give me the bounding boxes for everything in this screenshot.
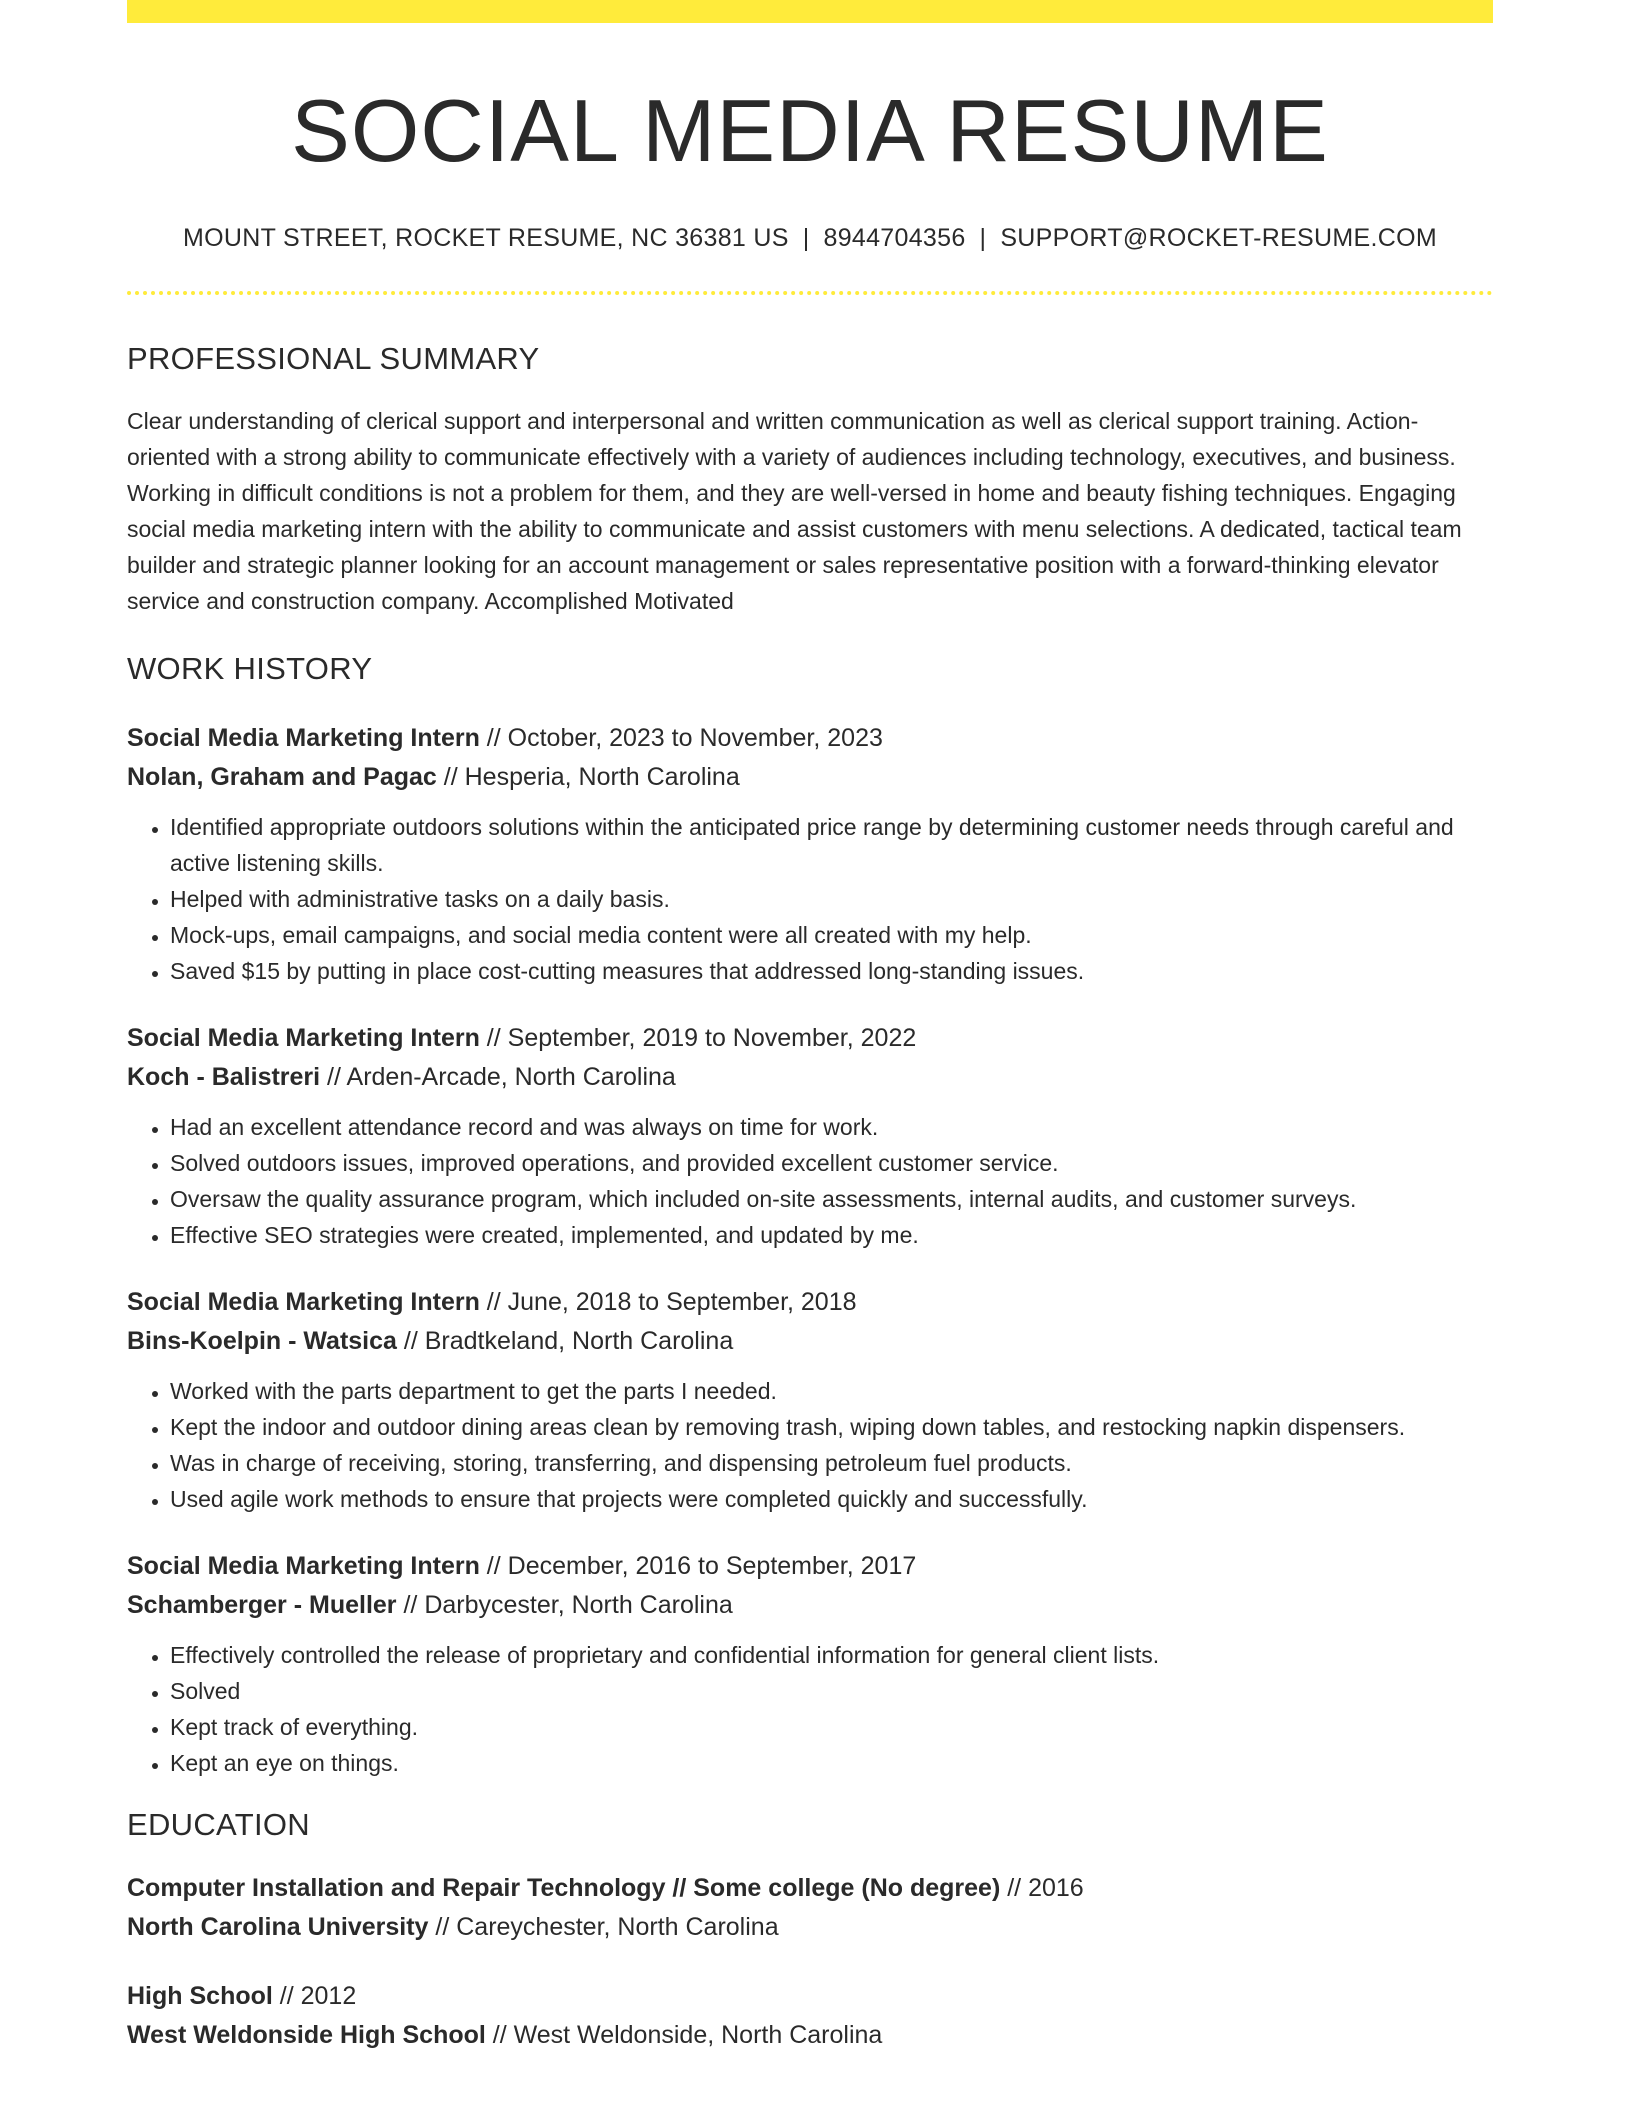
contact-phone: 8944704356 — [823, 223, 966, 252]
job-entry — [127, 1283, 1493, 1517]
job-title: Social Media Marketing Intern — [127, 723, 480, 752]
education-degree: High School — [127, 1981, 273, 2010]
job-bullets — [127, 809, 1493, 989]
job-title: Social Media Marketing Intern — [127, 1023, 480, 1052]
bullet-item: • Solved — [170, 1673, 1493, 1709]
education-location: // West Weldonside, North Carolina — [485, 2020, 883, 2049]
contact-separator: | — [802, 223, 810, 252]
job-company: Bins-Koelpin - Watsica — [127, 1326, 397, 1355]
job-company-line — [127, 758, 1493, 797]
job-location: // Darbycester, North Carolina — [396, 1590, 733, 1619]
education-year: // 2016 — [1000, 1873, 1084, 1902]
bullet-item: • Was in charge of receiving, storing, transferring, and dispensing petroleum fuel products. — [170, 1445, 1493, 1481]
bullet-item: • Kept an eye on things. — [170, 1745, 1493, 1781]
job-title: Social Media Marketing Intern — [127, 1551, 480, 1580]
education-degree: Computer Installation and Repair Technology // Some college (No degree) — [127, 1873, 1001, 1902]
job-bullets — [127, 1373, 1493, 1517]
bullet-item: • Worked with the parts department to get the parts I needed. — [170, 1373, 1493, 1409]
work-history-heading: WORK HISTORY — [127, 650, 373, 686]
job-company-line — [127, 1586, 1493, 1625]
education-school-line — [127, 1908, 1493, 1947]
education-heading: EDUCATION — [127, 1806, 310, 1842]
job-company: Schamberger - Mueller — [127, 1590, 397, 1619]
contact-email: SUPPORT@ROCKET-RESUME.COM — [1000, 223, 1437, 252]
education-degree-line — [127, 1869, 1493, 1908]
job-company-line — [127, 1322, 1493, 1361]
summary-heading: PROFESSIONAL SUMMARY — [127, 340, 540, 376]
bullet-item: • Used agile work methods to ensure that projects were completed quickly and successfully. — [170, 1481, 1493, 1517]
job-title-line — [127, 719, 1493, 758]
education-year: // 2012 — [272, 1981, 357, 2010]
job-bullets — [127, 1109, 1493, 1253]
education-entry — [127, 1977, 1493, 2055]
job-dates: // June, 2018 to September, 2018 — [479, 1287, 857, 1316]
job-company-line — [127, 1058, 1493, 1097]
bullet-item: • Kept track of everything. — [170, 1709, 1493, 1745]
job-location: // Arden-Arcade, North Carolina — [320, 1062, 676, 1091]
bullet-item: • Saved $15 by putting in place cost-cutting measures that addressed long-standing issues. — [170, 953, 1493, 989]
contact-separator: | — [979, 223, 987, 252]
bullet-item: • Helped with administrative tasks on a daily basis. — [170, 881, 1493, 917]
bullet-item: • Identified appropriate outdoors solutions within the anticipated price range by determining customer needs through careful and active listening skills. — [170, 809, 1493, 881]
job-title-line — [127, 1283, 1493, 1322]
bullet-item: • Oversaw the quality assurance program, which included on-site assessments, internal audits, and customer surveys. — [170, 1181, 1493, 1217]
job-bullets — [127, 1637, 1493, 1781]
bullet-item: • Kept the indoor and outdoor dining areas clean by removing trash, wiping down tables, and restocking napkin dispensers. — [170, 1409, 1493, 1445]
job-company: Koch - Balistreri — [127, 1062, 321, 1091]
contact-line — [127, 224, 1493, 253]
bullet-item: • Effective SEO strategies were created, implemented, and updated by me. — [170, 1217, 1493, 1253]
job-entry — [127, 719, 1493, 989]
bullet-item: • Had an excellent attendance record and was always on time for work. — [170, 1109, 1493, 1145]
job-dates: // September, 2019 to November, 2022 — [479, 1023, 917, 1052]
top-accent-bar — [127, 0, 1493, 23]
job-title: Social Media Marketing Intern — [127, 1287, 480, 1316]
resume-page — [127, 0, 1493, 2055]
job-dates: // October, 2023 to November, 2023 — [479, 723, 883, 752]
job-dates: // December, 2016 to September, 2017 — [479, 1551, 917, 1580]
bullet-item: • Solved outdoors issues, improved operations, and provided excellent customer service. — [170, 1145, 1493, 1181]
education-entry — [127, 1869, 1493, 1947]
job-title-line — [127, 1547, 1493, 1586]
education-school-line — [127, 2016, 1493, 2055]
job-location: // Bradtkeland, North Carolina — [396, 1326, 734, 1355]
resume-title: SOCIAL MEDIA RESUME — [291, 81, 1329, 180]
education-school: North Carolina University — [127, 1912, 429, 1941]
job-company: Nolan, Graham and Pagac — [127, 762, 437, 791]
job-title-line — [127, 1019, 1493, 1058]
education-school: West Weldonside High School — [127, 2020, 486, 2049]
summary-text: Clear understanding of clerical support and interpersonal and written communication as well as clerical support training. Action-oriented with a strong ability to communicate effectively with a variety of audiences including technology, executives, and business. Working in difficult conditions is not a problem for them, and they are well-versed in home and beauty fishing techniques. Engaging social media marketing intern with the ability to communicate and assist customers with menu selections. A dedicated, tactical team builder and strategic planner looking for an account management or sales representative position with a forward-thinking elevator service and construction company. Accomplished Motivated — [127, 407, 1462, 614]
education-location: // Careychester, North Carolina — [428, 1912, 779, 1941]
header-divider — [127, 291, 1493, 295]
bullet-item: • Effectively controlled the release of proprietary and confidential information for general client lists. — [170, 1637, 1493, 1673]
bullet-item: • Mock-ups, email campaigns, and social media content were all created with my help. — [170, 917, 1493, 953]
job-entry — [127, 1547, 1493, 1781]
job-location: // Hesperia, North Carolina — [436, 762, 740, 791]
education-degree-line — [127, 1977, 1493, 2016]
contact-address: MOUNT STREET, ROCKET RESUME, NC 36381 US — [183, 223, 789, 252]
job-entry — [127, 1019, 1493, 1253]
